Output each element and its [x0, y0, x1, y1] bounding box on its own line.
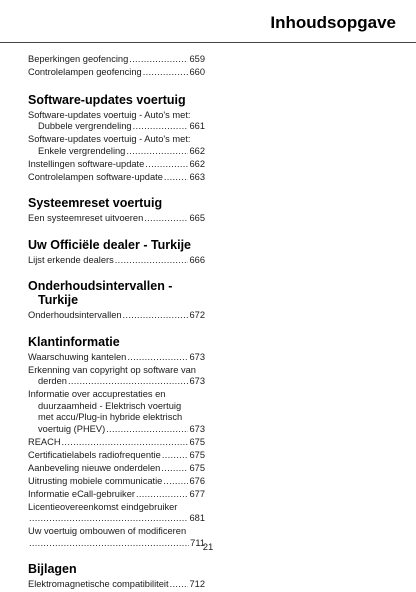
toc-page-number: 659	[189, 54, 205, 64]
section-title: Klantinformatie	[28, 334, 120, 349]
dot-leader	[164, 172, 189, 184]
toc-page-number: 673	[189, 423, 205, 434]
toc-entry-label: Dubbele vergrendeling	[38, 121, 132, 131]
dot-leader	[126, 146, 188, 158]
dot-leader	[127, 352, 188, 364]
toc-entry-label: Controlelampen software-update	[28, 171, 163, 182]
toc-entry[interactable]	[28, 502, 206, 525]
toc-page-number: 673	[189, 376, 205, 386]
toc-page-number: 681	[189, 513, 205, 523]
toc-entry-label: derden	[38, 376, 67, 386]
toc-entry-label: Lijst erkende dealers	[28, 254, 114, 265]
toc-page-number: 675	[189, 436, 205, 447]
toc-entry-label: Informatie eCall-gebruiker	[28, 488, 135, 499]
toc-entry-label: Uitrusting mobiele communicatie	[28, 475, 163, 486]
dot-leader	[106, 424, 188, 436]
toc-entry[interactable]	[28, 54, 206, 66]
dot-leader	[115, 255, 189, 267]
toc-page-number: 661	[189, 121, 205, 131]
dot-leader	[129, 54, 188, 66]
toc-page-number: 673	[189, 351, 205, 362]
section-title: Systeemreset voertuig	[28, 196, 163, 210]
dot-leader	[123, 310, 189, 322]
dot-leader	[144, 213, 188, 225]
toc-page-number: 676	[189, 475, 205, 486]
toc-entry-text: Licentieovereenkomst eindgebruiker	[28, 501, 178, 512]
page-number: 21	[202, 542, 214, 553]
toc-entry[interactable]	[28, 310, 206, 322]
toc-page-number: 665	[189, 213, 205, 223]
dot-leader	[170, 579, 189, 591]
dot-leader	[145, 159, 188, 171]
section-title: Bijlagen	[28, 562, 77, 576]
toc-entry-label: Certificatielabels radiofrequentie	[28, 449, 161, 460]
dot-leader	[133, 121, 189, 133]
toc-page-number: 663	[189, 171, 205, 182]
toc-entry[interactable]	[28, 579, 206, 591]
toc-entry[interactable]	[28, 110, 206, 133]
toc-page-number: 662	[189, 158, 205, 169]
page-title: Inhoudsopgave	[270, 13, 396, 32]
toc-entry-label: voertuig (PHEV)	[38, 423, 106, 434]
toc-entry-text: Erkenning van copyright op software van	[28, 364, 196, 375]
toc-page-number: 677	[189, 488, 205, 499]
toc-entry[interactable]	[28, 389, 206, 435]
toc-entry[interactable]	[28, 489, 206, 501]
toc-page-number: 712	[189, 579, 205, 589]
toc-entry[interactable]	[28, 365, 206, 388]
toc-entry-text: Informatie over accuprestaties en	[28, 389, 166, 399]
toc-entry-label: Een systeemreset uitvoeren	[28, 213, 144, 223]
toc-entry[interactable]	[28, 476, 206, 488]
toc-page-number: 662	[189, 145, 205, 156]
toc-entry[interactable]	[28, 352, 206, 364]
dot-leader	[62, 437, 189, 449]
dot-leader	[143, 67, 189, 79]
toc-entry-text: Uw voertuig ombouwen of modificeren	[28, 526, 187, 536]
toc-entry-label: REACH	[28, 436, 61, 447]
section-title: Onderhoudsintervallen - Turkije	[28, 279, 173, 307]
dot-leader	[136, 489, 189, 501]
toc-entry-text: met accu/Plug-in hybride elektrisch	[38, 412, 183, 422]
toc-page-number: 675	[189, 449, 205, 460]
dot-leader	[161, 463, 188, 475]
toc-entry[interactable]	[28, 172, 206, 184]
section-title: Software-updates voertuig	[28, 92, 186, 107]
toc-entry[interactable]	[28, 437, 206, 449]
toc-entry-label: Beperkingen geofencing	[28, 54, 129, 64]
toc-page-number: 660	[189, 67, 205, 77]
toc-entry-label: Controlelampen geofencing	[28, 67, 142, 77]
toc-entry[interactable]	[28, 159, 206, 171]
toc-entry-text: Software-updates voertuig - Auto's met:	[28, 134, 191, 144]
toc-entry[interactable]	[28, 67, 206, 79]
toc-entry[interactable]	[28, 463, 206, 475]
toc-page-number: 711	[190, 537, 205, 548]
toc-page-number: 672	[189, 310, 205, 320]
toc-page-number: 675	[189, 462, 205, 473]
dot-leader	[68, 376, 189, 388]
toc-entry[interactable]	[28, 255, 206, 267]
section-title: Uw Officiële dealer - Turkije	[28, 237, 192, 252]
toc-entry-text: Software-updates voertuig - Auto's met:	[28, 109, 191, 120]
dot-leader	[162, 450, 189, 462]
toc-entry-label: Onderhoudsintervallen	[28, 310, 122, 320]
toc-entry-label: Aanbeveling nieuwe onderdelen	[28, 462, 161, 473]
toc-entry-label: Instellingen software-update	[28, 158, 145, 169]
toc-page-number: 666	[189, 254, 205, 265]
toc-entry-label: Elektromagnetische compatibiliteit	[28, 579, 169, 589]
table-of-contents	[28, 54, 206, 592]
page-header	[0, 0, 416, 43]
toc-entry-text: duurzaamheid - Elektrisch voertuig	[38, 400, 182, 411]
toc-entry-label: Enkele vergrendeling	[38, 145, 126, 156]
dot-leader	[29, 513, 188, 525]
toc-entry[interactable]	[28, 450, 206, 462]
toc-entry[interactable]	[28, 134, 206, 157]
toc-entry[interactable]	[28, 213, 206, 225]
toc-entry-label: Waarschuwing kantelen	[28, 351, 127, 362]
dot-leader	[163, 476, 188, 488]
